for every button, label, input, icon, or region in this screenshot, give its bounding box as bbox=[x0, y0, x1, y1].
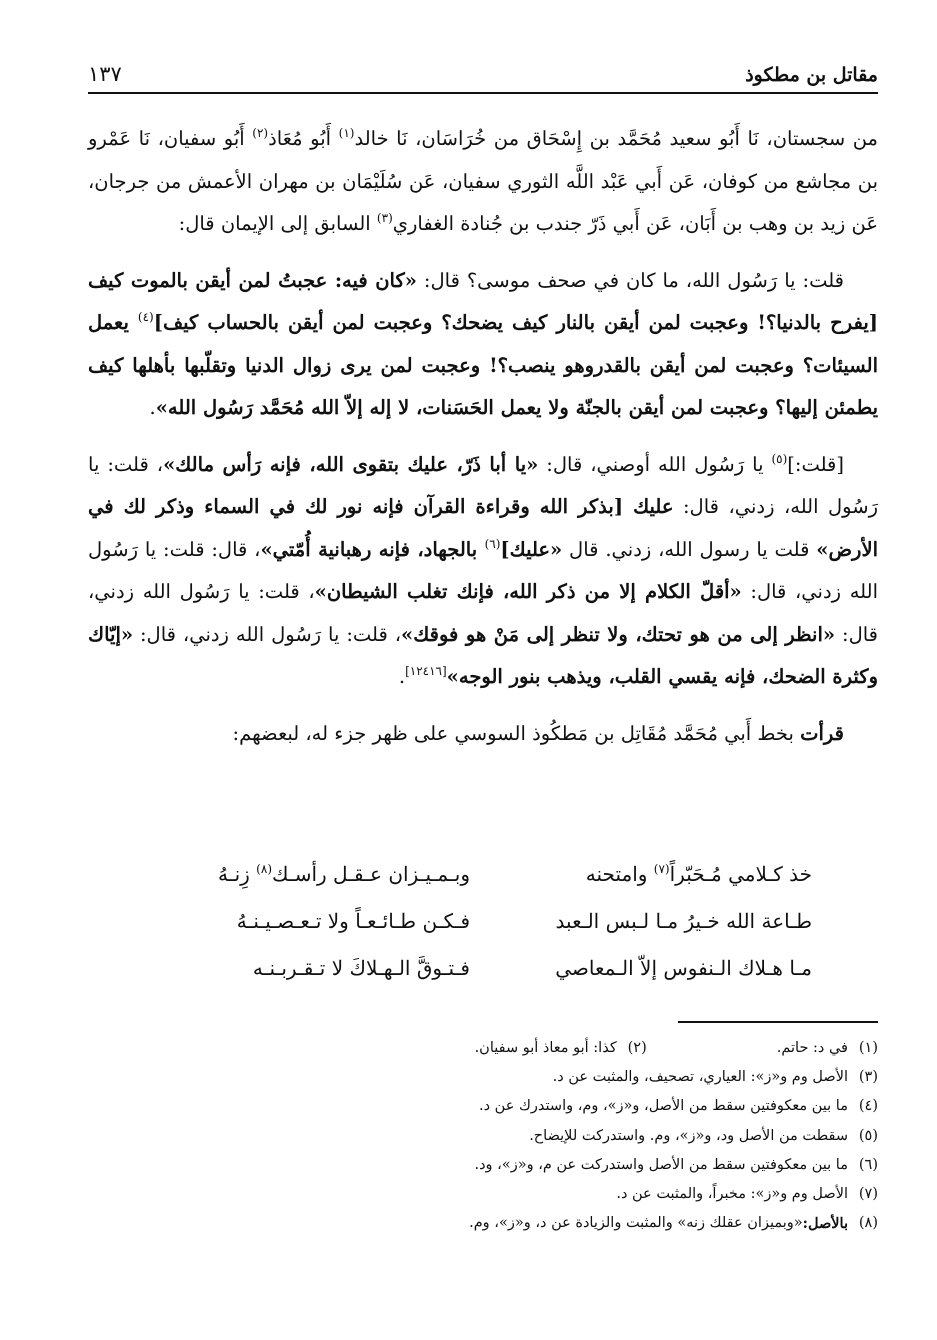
text-run: ، قلت: يا رَسُول الله، زدني، قال: bbox=[88, 452, 878, 518]
text-run: [قلت:] bbox=[787, 452, 844, 476]
text-run: ، قلت: يا رَسُول الله زدني، قال: bbox=[88, 580, 879, 646]
footnote-ref-2: (٢) bbox=[252, 126, 269, 140]
poem bbox=[88, 862, 878, 1003]
footnote-ref-3: (٣) bbox=[376, 211, 393, 225]
bold-quote: «كان فيه: عجبتُ لمن أيقن بالموت كيف [يفرح بالدنيا؟! وعجبت لمن أيقن بالنار كيف يضحك؟ وعجبت لمن أيقن بالحساب كيف] bbox=[88, 268, 878, 334]
advice-paragraph bbox=[88, 444, 878, 699]
footnote-2 bbox=[475, 1034, 647, 1063]
footnotes bbox=[88, 1034, 878, 1238]
text-run: . bbox=[149, 396, 156, 419]
footnote-ref-7: (٧) bbox=[653, 862, 670, 876]
poem-verse bbox=[88, 956, 878, 1003]
bold-quote: عليك [بذكر الله وقراءة القرآن فإنه نور لك في السماء وذكر لك في الأرض» bbox=[88, 495, 879, 561]
first-hemistich bbox=[586, 862, 812, 886]
second-hemistich: فـكـن طـائـعـاً ولا تـعـصـيـنـهُ bbox=[236, 909, 470, 933]
bold-quote: «يا أبا ذَرّ، عليك بتقوى الله، فإنه رَأس مالك» bbox=[163, 452, 539, 476]
text-run: من سجستان، نَا أَبُو سعيد مُحَمَّد بن إِسْحَاق من خُرَاسَان، نَا خالد bbox=[354, 127, 879, 150]
footnote-text: «وبميزان عقلك زنه» والمثبت والزيادة عن د، و«ز»، وم. bbox=[469, 1215, 803, 1232]
footnote-5 bbox=[88, 1122, 878, 1151]
page-number: ١٣٧ bbox=[88, 62, 122, 86]
text-run: زِنـهُ bbox=[218, 862, 257, 886]
page-header bbox=[88, 52, 878, 94]
footnote-8 bbox=[88, 1209, 878, 1238]
hadith-number-ref: [١٢٤١٦] bbox=[405, 664, 447, 678]
footnote-6 bbox=[88, 1151, 878, 1180]
poem-verse bbox=[88, 909, 878, 956]
running-title: مقاتل بن مطكوذ bbox=[745, 64, 878, 86]
text-run: بخط أَبي مُحَمَّد مُقَاتِل بن مَطكُوذ السوسي على ظهر جزء له، لبعضهم: bbox=[232, 721, 801, 745]
footnote-text: الأصل وم و«ز»: مخبراً، والمثبت عن د. bbox=[616, 1185, 848, 1202]
footnote-number: (٣) bbox=[858, 1069, 878, 1086]
footnote-number: (١) bbox=[858, 1040, 878, 1056]
main-text bbox=[88, 118, 878, 755]
bold-quote: «إيّاك وكثرة الضحك، فإنه يقسي القلب، ويذهب بنور الوجه» bbox=[88, 622, 878, 688]
bold-quote: بالجهاد، فإنه رهبانية أُمّتي» bbox=[260, 537, 485, 561]
first-hemistich: مـا هـلاك الـنفوس إلاّ الـمعاصي bbox=[555, 956, 812, 980]
footnote-text: ما بين معكوفتين سقط من الأصل واستدركت عن م، و«ز»، ود. bbox=[474, 1156, 848, 1173]
bold-quote: «انظر إلى من هو تحتك، ولا تنظر إلى مَنْ هو فوقك» bbox=[401, 622, 836, 646]
footnote-number: (٢) bbox=[627, 1040, 647, 1056]
footnote-label: بالأصل: bbox=[802, 1215, 848, 1233]
text-run: قلت: يا رَسُول الله، ما كان في صحف موسى؟ قال: bbox=[416, 268, 844, 292]
text-run: أَبُو سفيان، نَا عَمْرو بن مجاشع من كوفان، عَن أَبي عَبْد اللَّه الثوري سفيان، عَن سُلَيْمَان بن مهران الأعمش من جرجان، عَن زيد بن وهب بن أَبَان، عَن أَبي ذَرّ جندب بن جُنادة الغفاري bbox=[88, 127, 878, 235]
footnote-number: (٦) bbox=[858, 1156, 878, 1173]
text-run: خذ كـلامي مُـحَبّراً bbox=[669, 862, 812, 886]
footnote-number: (٤) bbox=[858, 1098, 878, 1115]
footnote-ref-8: (٨) bbox=[256, 862, 272, 876]
footnote-row bbox=[88, 1034, 878, 1063]
footnote-text: في د: حاتم. bbox=[776, 1040, 848, 1056]
text-run: وامتحنه bbox=[585, 862, 654, 886]
footnote-text: الأصل وم و«ز»: العياري، تصحيف، والمثبت عن د. bbox=[552, 1069, 848, 1086]
text-run: ، قلت: يا رَسُول الله زدني، قال: bbox=[133, 622, 402, 646]
poem-intro-paragraph bbox=[88, 713, 878, 756]
footnote-4 bbox=[88, 1092, 878, 1121]
bold-quote: «أقلّ الكلام إلا من ذكر الله، فإنك تغلب الشيطان» bbox=[314, 580, 742, 603]
text-run: وبـمـيـزان عـقـل رأسـك bbox=[272, 862, 470, 886]
footnote-number: (٧) bbox=[858, 1185, 878, 1202]
footnote-text: كذا: أبو معاذ أبو سفيان. bbox=[474, 1040, 617, 1056]
footnote-text: سقطت من الأصل ود، و«ز»، وم. واستدركت للإيضاح. bbox=[529, 1127, 848, 1144]
text-run: يا رَسُول الله أوصني، قال: bbox=[538, 452, 772, 476]
footnote-1 bbox=[777, 1034, 878, 1063]
footnote-separator bbox=[678, 1021, 878, 1023]
second-hemistich bbox=[218, 862, 470, 886]
footnote-ref-4: (٤) bbox=[137, 310, 154, 324]
text-run: السابق إلى الإيمان قال: bbox=[178, 212, 377, 235]
footnote-ref-6: (٦) bbox=[484, 536, 501, 551]
text-run: ، قال: قلت: يا رَسُول الله زدني، قال: bbox=[88, 537, 878, 603]
text-run: أَبُو مُعَاذ bbox=[268, 127, 339, 150]
text-run: قلت يا رسول الله، زدني. قال bbox=[562, 537, 817, 561]
bold-quote: يعمل السيئات؟ وعجبت لمن أيقن بالقدروهو ينصب؟! وعجبت لمن يرى زوال الدنيا وتقلّبها بأهلها كيف يطمئن إليها؟ وعجبت لمن أيقن بالجنّة ولا يعمل الحَسَنات، لا إله إلاّ الله مُحَمَّد رَسُول الله» bbox=[88, 311, 878, 419]
footnote-number: (٨) bbox=[858, 1215, 878, 1232]
text-run: . bbox=[398, 665, 406, 688]
isnad-paragraph bbox=[88, 118, 878, 246]
footnote-ref-5: (٥) bbox=[771, 451, 788, 466]
footnote-ref-1: (١) bbox=[338, 126, 355, 140]
footnote-7 bbox=[88, 1180, 878, 1209]
hadith-paragraph bbox=[88, 260, 878, 430]
first-hemistich: طـاعة الله خـيرُ مـا لـبس الـعبد bbox=[555, 909, 812, 933]
footnote-number: (٥) bbox=[858, 1127, 878, 1144]
bold-word: قرأت bbox=[800, 721, 844, 745]
footnote-text: ما بين معكوفتين سقط من الأصل، و«ز»، وم، واستدرك عن د. bbox=[479, 1098, 848, 1115]
bold-quote: «عليك] bbox=[500, 537, 563, 561]
footnote-3 bbox=[88, 1063, 878, 1092]
poem-verse bbox=[88, 862, 878, 909]
second-hemistich: فـتـوقَّ الـهـلاكَ لا تـقـربـنـه bbox=[252, 956, 470, 980]
